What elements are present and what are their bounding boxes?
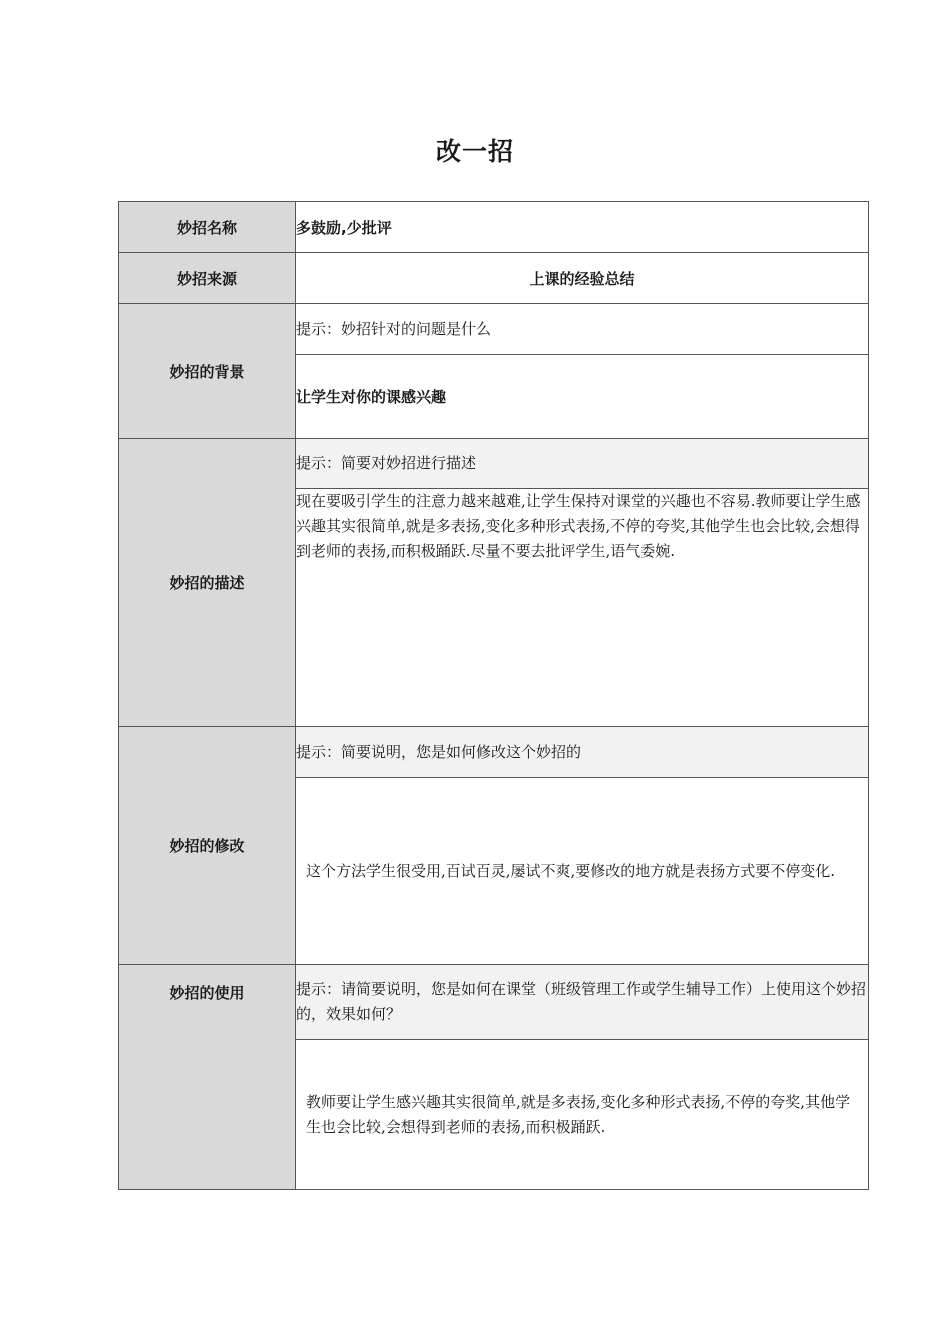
name-label: 妙招名称: [119, 202, 296, 253]
modification-hint: 提示：简要说明，您是如何修改这个妙招的: [296, 727, 869, 778]
modification-content: 这个方法学生很受用,百试百灵,屡试不爽,要修改的地方就是表扬方式要不停变化.: [296, 778, 869, 965]
description-content: 现在要吸引学生的注意力越来越难,让学生保持对课堂的兴趣也不容易.教师要让学生感兴趣其实很简单,就是多表扬,变化多种形式表扬,不停的夸奖,其他学生也会比较,会想得到老师的表扬,而积极踊跃.尽量不要去批评学生,语气委婉.: [296, 489, 869, 727]
source-value: 上课的经验总结: [296, 253, 869, 304]
usage-hint: 提示：请简要说明，您是如何在课堂（班级管理工作或学生辅导工作）上使用这个妙招的，效果如何？: [296, 965, 869, 1040]
modification-label: 妙招的修改: [119, 727, 296, 965]
source-label: 妙招来源: [119, 253, 296, 304]
background-label: 妙招的背景: [119, 304, 296, 439]
usage-content: 教师要让学生感兴趣其实很简单,就是多表扬,变化多种形式表扬,不停的夸奖,其他学生也会比较,会想得到老师的表扬,而积极踊跃.: [296, 1040, 869, 1190]
background-hint: 提示：妙招针对的问题是什么: [296, 304, 869, 355]
tip-form-table: [118, 201, 869, 1190]
name-value: 多鼓励,少批评: [296, 202, 869, 253]
description-hint: 提示：简要对妙招进行描述: [296, 439, 869, 489]
page-title: 改一招: [435, 137, 514, 166]
description-label: 妙招的描述: [119, 439, 296, 727]
usage-label: 妙招的使用: [119, 965, 296, 1190]
background-content: 让学生对你的课感兴趣: [296, 355, 869, 439]
